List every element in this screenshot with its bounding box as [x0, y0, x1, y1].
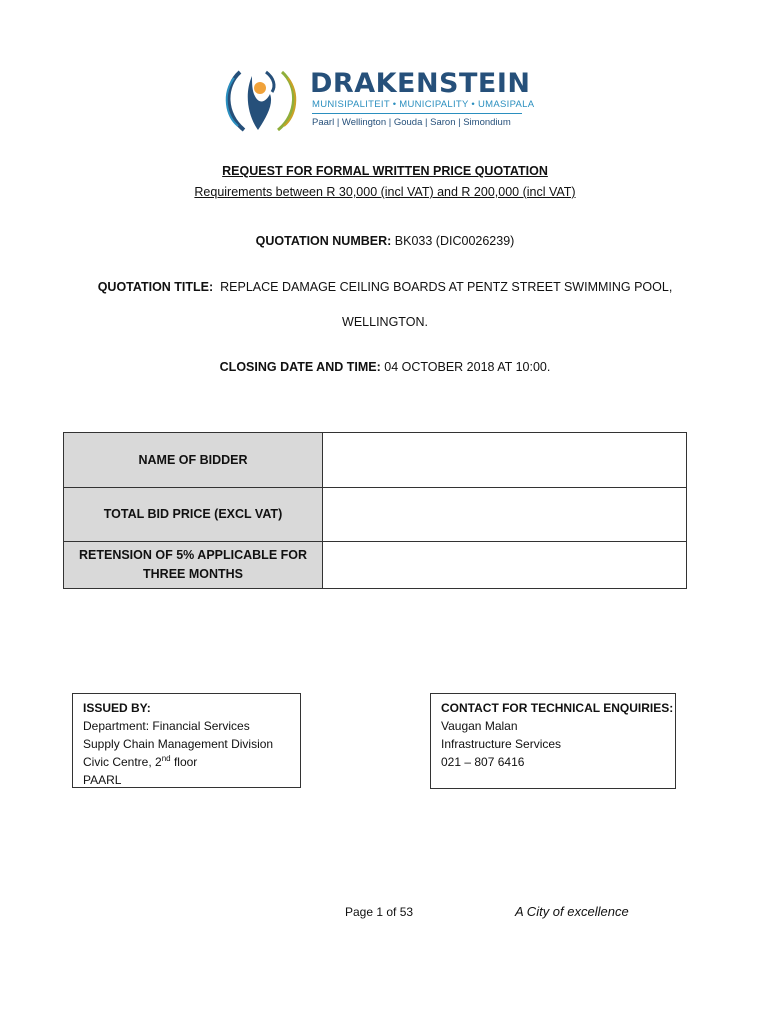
contact-heading: CONTACT FOR TECHNICAL ENQUIRIES: — [441, 701, 674, 715]
quotation-number — [0, 234, 770, 248]
quotation-number-value: BK033 (DIC0026239) — [394, 234, 515, 248]
bidder-table — [63, 432, 687, 589]
bidder-name-label: NAME OF BIDDER — [64, 433, 323, 488]
issued-by-department: Department: Financial Services — [83, 719, 250, 733]
quotation-title — [0, 280, 770, 294]
issued-by-box — [72, 693, 301, 788]
logo-towns: Paarl | Wellington | Gouda | Saron | Simondium — [312, 117, 511, 128]
municipality-emblem-icon — [222, 64, 302, 136]
quotation-title-line2: WELLINGTON. — [342, 315, 428, 329]
bidder-name-field[interactable] — [323, 433, 687, 488]
issued-by-division: Supply Chain Management Division — [83, 737, 274, 751]
total-bid-price-field[interactable] — [323, 488, 687, 542]
closing-date-value: 04 OCTOBER 2018 AT 10:00. — [384, 360, 551, 374]
contact-department: Infrastructure Services — [441, 737, 562, 751]
logo-subtitle: MUNISIPALITEIT • MUNICIPALITY • UMASIPALA — [312, 99, 535, 110]
logo-divider — [312, 113, 522, 114]
contact-name: Vaugan Malan — [441, 719, 518, 733]
total-bid-price-label: TOTAL BID PRICE (EXCL VAT) — [64, 488, 323, 542]
logo-title: DRAKENSTEIN — [310, 68, 531, 99]
drakenstein-logo — [222, 64, 535, 136]
issued-by-heading: ISSUED BY: — [83, 701, 151, 715]
quotation-title-value: REPLACE DAMAGE CEILING BOARDS AT PENTZ STREET SWIMMING POOL, — [220, 280, 673, 294]
document-title: REQUEST FOR FORMAL WRITTEN PRICE QUOTATION — [222, 164, 548, 178]
issued-by-city: PAARL — [83, 773, 122, 787]
table-row — [64, 433, 687, 488]
issued-by-address: Civic Centre, 2nd floor — [83, 754, 198, 769]
page-number: Page 1 of 53 — [345, 905, 414, 919]
requirements-line: Requirements between R 30,000 (incl VAT) and R 200,000 (incl VAT) — [194, 185, 576, 199]
contact-box — [430, 693, 676, 789]
footer-motto: A City of excellence — [515, 904, 629, 919]
table-row — [64, 542, 687, 589]
closing-date-label: CLOSING DATE AND TIME: — [219, 360, 381, 374]
retension-label: RETENSION OF 5% APPLICABLE FOR THREE MONTHS — [64, 542, 323, 589]
retension-field[interactable] — [323, 542, 687, 589]
closing-date — [0, 360, 770, 374]
quotation-number-label: QUOTATION NUMBER: — [255, 234, 392, 248]
table-row — [64, 488, 687, 542]
contact-phone: 021 – 807 6416 — [441, 755, 525, 769]
quotation-title-label: QUOTATION TITLE: — [97, 280, 214, 294]
